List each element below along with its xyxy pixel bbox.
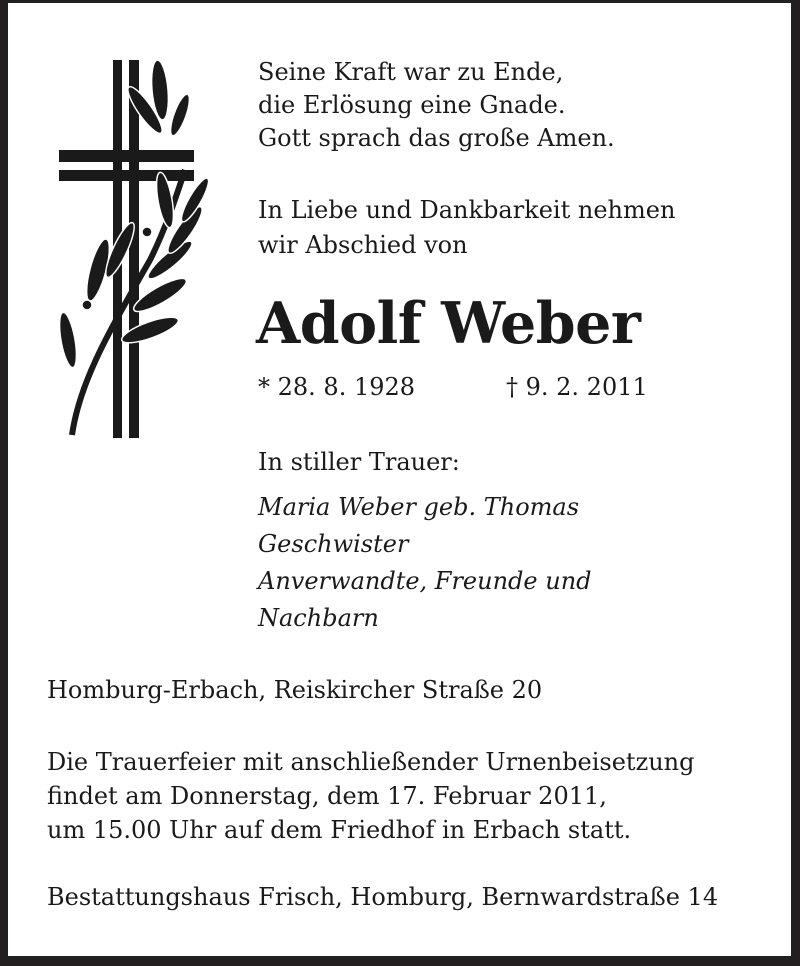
- mourner-line-1: Maria Weber geb. Thomas: [258, 493, 580, 521]
- death-date: † 9. 2. 2011: [506, 373, 648, 401]
- cross-with-palm-branch-icon: [0, 0, 220, 460]
- mourner-line-4: Nachbarn: [258, 604, 379, 632]
- mourners-heading: In stiller Trauer:: [258, 448, 460, 476]
- intro-line-2: wir Abschied von: [258, 231, 468, 259]
- address: Homburg-Erbach, Reiskircher Straße 20: [47, 676, 543, 704]
- verse-line-1: Seine Kraft war zu Ende,: [258, 58, 564, 86]
- birth-date: * 28. 8. 1928: [258, 373, 416, 401]
- mourner-line-3: Anverwandte, Freunde und: [258, 567, 592, 595]
- funeral-line-3: um 15.00 Uhr auf dem Friedhof in Erbach statt.: [47, 816, 632, 844]
- verse-line-2: die Erlösung eine Gnade.: [258, 91, 566, 119]
- funeral-line-1: Die Trauerfeier mit anschließender Urnenbeisetzung: [47, 748, 695, 776]
- deceased-name: Adolf Weber: [256, 290, 641, 357]
- intro-line-1: In Liebe und Dankbarkeit nehmen: [258, 196, 676, 224]
- mourner-line-2: Geschwister: [258, 530, 409, 558]
- verse-line-3: Gott sprach das große Amen.: [258, 124, 615, 152]
- undertaker: Bestattungshaus Frisch, Homburg, Bernwardstraße 14: [47, 883, 719, 911]
- funeral-line-2: findet am Donnerstag, dem 17. Februar 2011,: [47, 782, 607, 810]
